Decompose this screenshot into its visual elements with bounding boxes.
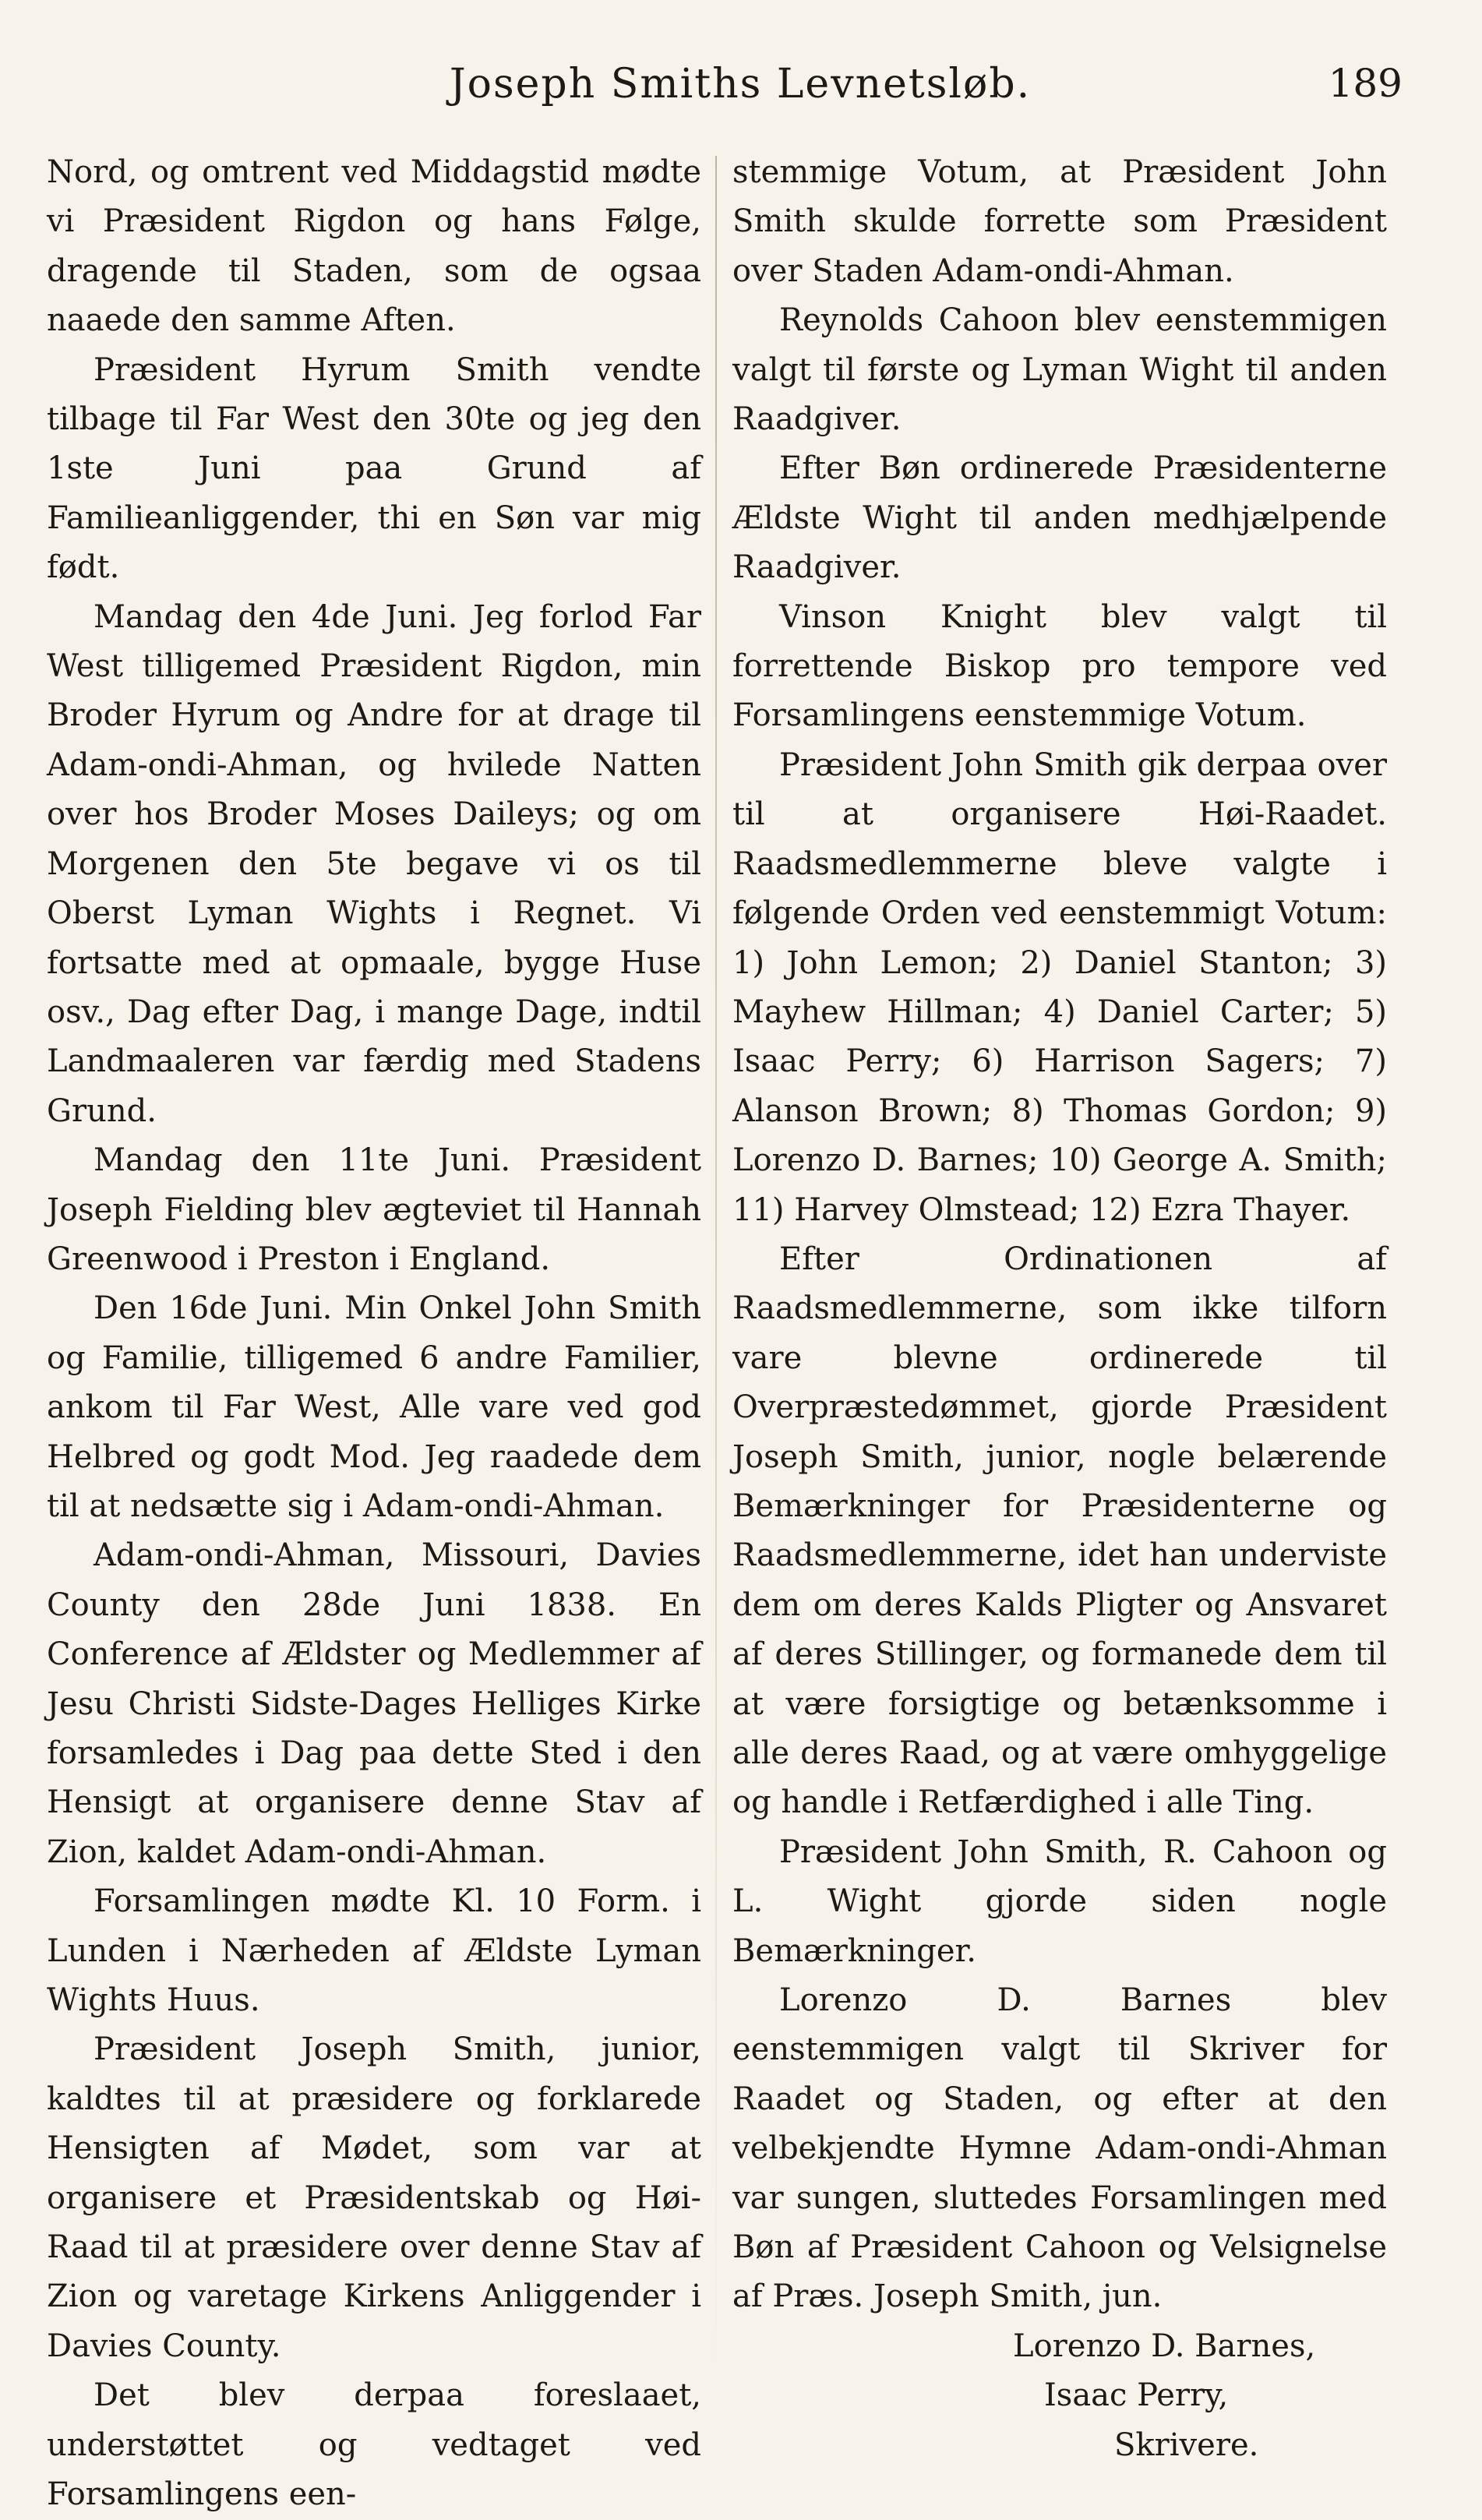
signature-line: Skrivere. (1114, 2426, 1259, 2463)
paragraph: Mandag den 4de Juni. Jeg forlod Far West tilligemed Præsident Rigdon, min Broder Hyrum og Andre for at drage til Adam-ondi-Ahman, og hvilede Natten over hos Broder Moses Daileys; og om Morgenen den 5te begave vi os til Oberst Lyman Wights i Regnet. Vi fortsatte med at opmaale, bygge Huse osv., Dag efter Dag, i mange Dage, indtil Landmaaleren var færdig med Stadens Grund. (47, 598, 701, 1129)
paragraph: Præsident Joseph Smith, junior, kaldtes til at præsidere og forklarede Hensigten af Mødet, som var at organisere et Præsidentskab og Høi-Raad til at præsidere over denne Stav af Zion og varetage Kirkens Anliggender i Davies County. (47, 2031, 701, 2364)
paragraph: Forsamlingen mødte Kl. 10 Form. i Lunden i Nærheden af Ældste Lyman Wights Huus. (47, 1883, 701, 2019)
page-number: 189 (1328, 61, 1403, 106)
column-divider (715, 156, 717, 2377)
paragraph: Præsident John Smith gik derpaa over til at organisere Høi-Raadet. Raadsmedlemmerne bleve valgte i følgende Orden ved eenstemmigt Votum: 1) John Lemon; 2) Daniel Stanton; 3) Mayhew Hillman; 4) Daniel Carter; 5) Isaac Perry; 6) Harrison Sagers; 7) Alanson Brown; 8) Thomas Gordon; 9) Lorenzo D. Barnes; 10) George A. Smith; 11) Harvey Olmstead; 12) Ezra Thayer. (732, 746, 1387, 1228)
paragraph: Præsident John Smith, R. Cahoon og L. Wight gjorde siden nogle Bemærkninger. (732, 1834, 1387, 1969)
paragraph: Lorenzo D. Barnes blev eenstemmigen valgt til Skriver for Raadet og Staden, og efter at den velbekjendte Hymne Adam-ondi-Ahman var sungen, sluttedes Forsamlingen med Bøn af Præsident Cahoon og Velsignelse af Præs. Joseph Smith, jun. (732, 1982, 1387, 2315)
paragraph: Reynolds Cahoon blev eenstemmigen valgt til første og Lyman Wight til anden Raadgiver. (732, 302, 1387, 438)
paragraph: stemmige Votum, at Præsident John Smith skulde forrette som Præsident over Staden Adam-ondi-Ahman. (732, 154, 1387, 289)
paragraph: Nord, og omtrent ved Middagstid mødte vi Præsident Rigdon og hans Følge, dragende til Staden, som de ogsaa naaede den samme Aften. (47, 154, 701, 339)
paragraph: Efter Bøn ordinerede Præsidenterne Ældste Wight til anden medhjælpende Raadgiver. (732, 450, 1387, 586)
paragraph: Adam-ondi-Ahman, Missouri, Davies County den 28de Juni 1838. En Conference af Ældster og Medlemmer af Jesu Christi Sidste-Dages Helliges Kirke forsamledes i Dag paa dette Sted i den Hensigt at organisere denne Stav af Zion, kaldet Adam-ondi-Ahman. (47, 1537, 701, 1870)
paragraph: Mandag den 11te Juni. Præsident Joseph Fielding blev ægteviet til Hannah Greenwood i Preston i England. (47, 1142, 701, 1277)
paragraph: Det blev derpaa foreslaaet, understøttet og vedtaget ved Forsamlingens een- (47, 2377, 701, 2513)
paragraph: Efter Ordinationen af Raadsmedlemmerne, som ikke tilforn vare blevne ordinerede til Overpræstedømmet, gjorde Præsident Joseph Smith, junior, nogle belærende Bemærkninger for Præsidenterne og Raadsmedlemmerne, idet han underviste dem om deres Kalds Pligter og Ansvaret af deres Stillinger, og formanede dem til at være forsigtige og betænksomme i alle deres Raad, og at være omhyggelige og handle i Retfærdighed i alle Ting. (732, 1241, 1387, 1821)
page-header (70, 61, 1410, 123)
signature-line: Isaac Perry, (1044, 2377, 1229, 2414)
right-column (732, 148, 1387, 2470)
left-column (47, 148, 701, 2520)
paragraph: Vinson Knight blev valgt til forrettende Biskop pro tempore ved Forsamlingens eenstemmige Votum. (732, 598, 1387, 734)
paragraph: Præsident Hyrum Smith vendte tilbage til Far West den 30te og jeg den 1ste Juni paa Grund af Familieanliggender, thi en Søn var mig født. (47, 351, 701, 586)
signature-line: Lorenzo D. Barnes, (1013, 2328, 1316, 2364)
paragraph: Den 16de Juni. Min Onkel John Smith og Familie, tilligemed 6 andre Familier, ankom til Far West, Alle vare ved god Helbred og godt Mod. Jeg raadede dem til at nedsætte sig i Adam-ondi-Ahman. (47, 1290, 701, 1524)
running-title: Joseph Smiths Levnetsløb. (449, 61, 1032, 108)
